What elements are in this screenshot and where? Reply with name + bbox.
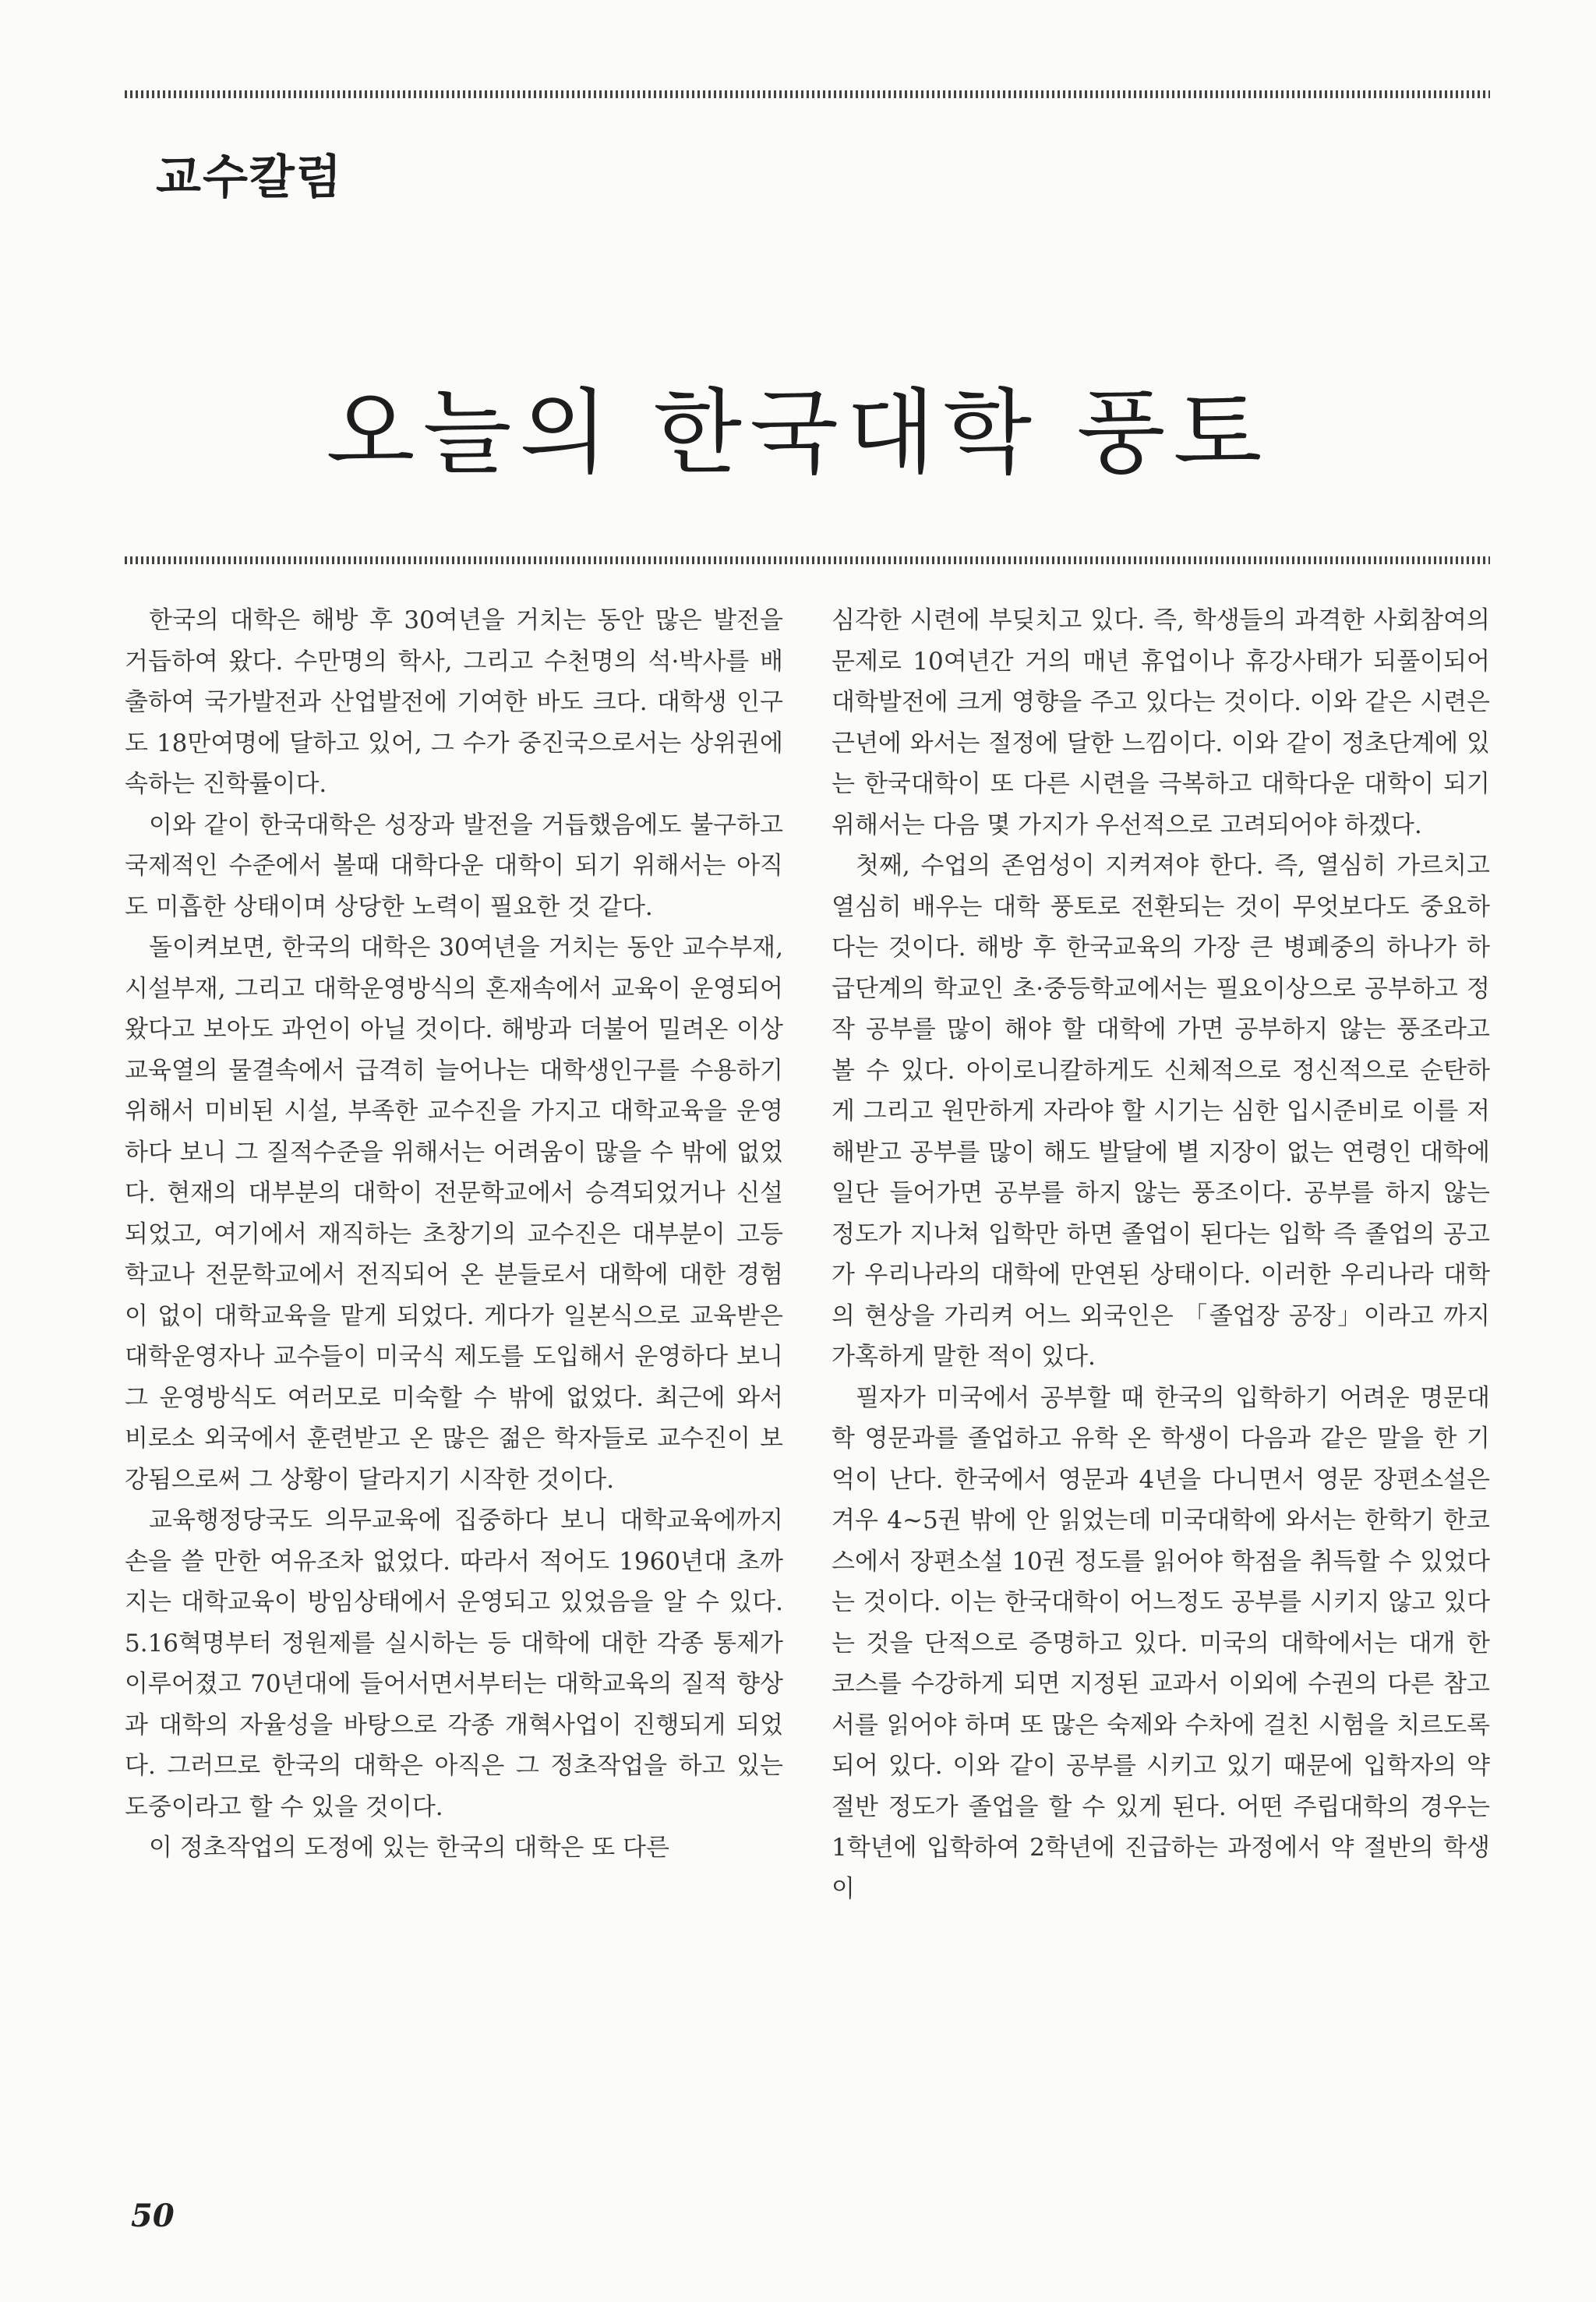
top-decorative-rule xyxy=(125,90,1490,98)
paragraph: 이 정초작업의 도정에 있는 한국의 대학은 또 다른 xyxy=(149,1834,669,1862)
article-body xyxy=(125,600,1490,2159)
right-column xyxy=(832,600,1490,2159)
title-divider-rule xyxy=(125,556,1490,564)
article-title: 오늘의 한국대학 풍토 xyxy=(326,379,1270,486)
paragraph: 심각한 시련에 부딪치고 있다. 즉, 학생들의 과격한 사회참여의 문제로 10여년간 거의 매년 휴업이나 휴강사태가 되풀이되어 대학발전에 크게 영향을 주고 있다는 것이다. 이와 같은 시련은 근년에 와서는 절정에 달한 느낌이다. 이와 같이 정초단계에 있는 한국대학이 또 다른 시련을 극복하고 대학다운 대학이 되기 위해서는 다음 몇 가지가 우선적으로 고려되어야 하겠다. xyxy=(832,606,1490,839)
column-tag: 교수칼럼 xyxy=(156,150,343,205)
paragraph: 한국의 대학은 해방 후 30여년을 거치는 동안 많은 발전을 거듭하여 왔다. 수만명의 학사, 그리고 수천명의 석·박사를 배출하여 국가발전과 산업발전에 기여한 바도 크다. 대학생 인구도 18만여명에 달하고 있어, 그 수가 중진국으로서는 상위권에 속하는 진학률이다. xyxy=(125,606,783,798)
paragraph: 돌이켜보면, 한국의 대학은 30여년을 거치는 동안 교수부재, 시설부재, 그리고 대학운영방식의 혼재속에서 교육이 운영되어 왔다고 보아도 과언이 아닐 것이다. 해방과 더불어 밀려온 이상교육열의 물결속에서 급격히 늘어나는 대학생인구를 수용하기 위해서 미비된 시설, 부족한 교수진을 가지고 대학교육을 운영하다 보니 그 질적수준을 위해서는 어려움이 많을 수 밖에 없었다. 현재의 대부분의 대학이 전문학교에서 승격되었거나 신설되었고, 여기에서 재직하는 초창기의 교수진은 대부분이 고등학교나 전문학교에서 전직되어 온 분들로서 대학에 대한 경험이 없이 대학교육을 맡게 되었다. 게다가 일본식으로 교육받은 대학운영자나 교수들이 미국식 제도를 도입해서 운영하다 보니 그 운영방식도 여러모로 미숙할 수 밖에 없었다. 최근에 와서 비로소 외국에서 훈련받고 온 많은 젊은 학자들로 교수진이 보강됨으로써 그 상황이 달라지기 시작한 것이다. xyxy=(125,934,783,1494)
page-number: 50 xyxy=(131,2198,175,2234)
paragraph: 필자가 미국에서 공부할 때 한국의 입학하기 어려운 명문대학 영문과를 졸업하고 유학 온 학생이 다음과 같은 말을 한 기억이 난다. 한국에서 영문과 4년을 다니면서 영문 장편소설은 겨우 4~5권 밖에 안 읽었는데 미국대학에 와서는 한학기 한코스에서 장편소설 10권 정도를 읽어야 학점을 취득할 수 있었다는 것이다. 이는 한국대학이 어느정도 공부를 시키지 않고 있다는 것을 단적으로 증명하고 있다. 미국의 대학에서는 대개 한 코스를 수강하게 되면 지정된 교과서 이외에 수권의 다른 참고서를 읽어야 하며 또 많은 숙제와 수차에 걸친 시험을 치르도록 되어 있다. 이와 같이 공부를 시키고 있기 때문에 입학자의 약 절반 정도가 졸업을 할 수 있게 된다. 어떤 주립대학의 경우는 1학년에 입학하여 2학년에 진급하는 과정에서 약 절반의 학생이 xyxy=(832,1383,1490,1903)
paragraph: 이와 같이 한국대학은 성장과 발전을 거듭했음에도 불구하고 국제적인 수준에서 볼때 대학다운 대학이 되기 위해서는 아직도 미흡한 상태이며 상당한 노력이 필요한 것 같다. xyxy=(125,810,783,921)
left-column xyxy=(125,600,783,2159)
paragraph: 교육행정당국도 의무교육에 집중하다 보니 대학교육에까지 손을 쓸 만한 여유조차 없었다. 따라서 적어도 1960년대 초까지는 대학교육이 방임상태에서 운영되고 있었음을 알 수 있다. 5.16혁명부터 정원제를 실시하는 등 대학에 대한 각종 통제가 이루어졌고 70년대에 들어서면서부터는 대학교육의 질적 향상과 대학의 자율성을 바탕으로 각종 개혁사업이 진행되게 되었다. 그러므로 한국의 대학은 아직은 그 정초작업을 하고 있는 도중이라고 할 수 있을 것이다. xyxy=(125,1506,783,1821)
paragraph: 첫째, 수업의 존엄성이 지켜져야 한다. 즉, 열심히 가르치고 열심히 배우는 대학 풍토로 전환되는 것이 무엇보다도 중요하다는 것이다. 해방 후 한국교육의 가장 큰 병폐중의 하나가 하급단계의 학교인 초·중등학교에서는 필요이상으로 공부하고 정작 공부를 많이 해야 할 대학에 가면 공부하지 않는 풍조라고 볼 수 있다. 아이로니칼하게도 신체적으로 정신적으로 순탄하게 그리고 원만하게 자라야 할 시기는 심한 입시준비로 이를 저해받고 공부를 많이 해도 발달에 별 지장이 없는 연령인 대학에 일단 들어가면 공부를 하지 않는 풍조이다. 공부를 하지 않는 정도가 지나쳐 입학만 하면 졸업이 된다는 입학 즉 졸업의 공고가 우리나라의 대학에 만연된 상태이다. 이러한 우리나라 대학의 현상을 가리켜 어느 외국인은 「졸업장 공장」이라고 까지 가혹하게 말한 적이 있다. xyxy=(832,852,1490,1371)
